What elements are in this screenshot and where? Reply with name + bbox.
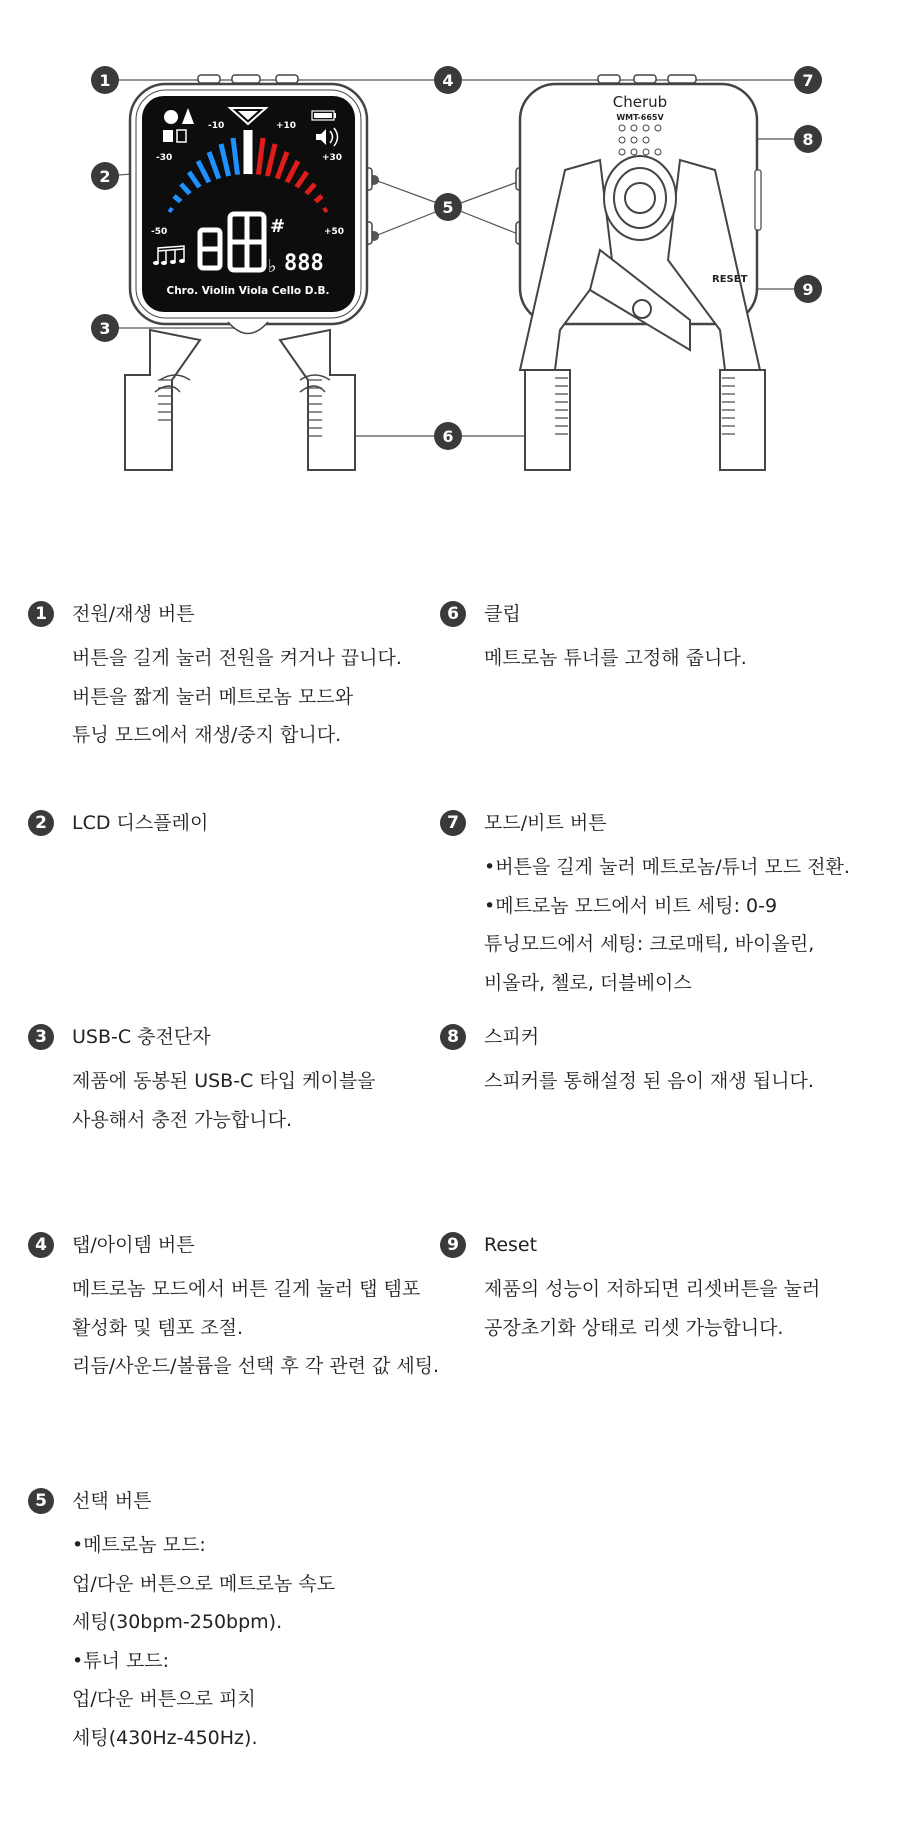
item-title: 스피커 <box>484 1026 540 1048</box>
reset-label: RESET <box>712 274 748 285</box>
item-description: 메트로놈 튜너를 고정해 줍니다. <box>484 647 747 669</box>
callout-7: 7 <box>802 71 814 90</box>
item-description: 스피커를 통해설정 된 음이 재생 됩니다. <box>484 1070 814 1092</box>
callout-6: 6 <box>442 427 454 446</box>
item-title: Reset <box>484 1234 538 1256</box>
item-number-badge: 5 <box>28 1488 54 1514</box>
item-number-badge: 1 <box>28 601 54 627</box>
product-diagram <box>0 0 900 480</box>
callout-5: 5 <box>442 198 454 217</box>
item-number-badge: 4 <box>28 1232 54 1258</box>
lcd-sharp: # <box>270 216 286 237</box>
item-number-badge: 2 <box>28 810 54 836</box>
lcd-label-plus50: +50 <box>324 227 345 237</box>
brand-logo: Cherub <box>612 93 668 111</box>
lcd-label-minus30: -30 <box>156 153 173 163</box>
item-title: 클립 <box>484 603 521 625</box>
item-title: 모드/비트 버튼 <box>484 812 607 834</box>
lcd-label-plus30: +30 <box>322 153 343 163</box>
item-description: 메트로놈 모드에서 버튼 길게 눌러 탭 템포 활성화 및 템포 조절. 리듬/사운드/볼륨을 선택 후 각 관련 값 세팅. <box>72 1278 440 1377</box>
lcd-instruments: Chro. Violin Viola Cello D.B. <box>166 285 330 297</box>
callout-3: 3 <box>99 319 111 338</box>
callout-9: 9 <box>802 280 814 299</box>
item-description: •메트로놈 모드: 업/다운 버튼으로 메트로놈 속도 세팅(30bpm-250bpm). •튜너 모드: 업/다운 버튼으로 피치 세팅(430Hz-450Hz). <box>72 1534 336 1749</box>
back-device <box>516 75 765 470</box>
item-description: 제품의 성능이 저하되면 리셋버튼을 눌러 공장초기화 상태로 리셋 가능합니다. <box>484 1278 821 1339</box>
item-number-badge: 6 <box>440 601 466 627</box>
item-title: LCD 디스플레이 <box>72 812 209 834</box>
callout-8: 8 <box>802 130 814 149</box>
lcd-small-digits: 888 <box>284 251 324 276</box>
callout-1: 1 <box>99 71 111 90</box>
item-title: 선택 버튼 <box>72 1490 152 1512</box>
item-description: 버튼을 길게 눌러 전원을 켜거나 끕니다. 버튼을 짧게 눌러 메트로놈 모드와 튜닝 모드에서 재생/중지 합니다. <box>72 647 402 746</box>
item-number-badge: 7 <box>440 810 466 836</box>
front-device <box>125 75 372 470</box>
item-number-badge: 9 <box>440 1232 466 1258</box>
lcd-flat: ♭ <box>268 256 277 277</box>
item-title: USB-C 충전단자 <box>72 1026 211 1048</box>
model-label: WMT-665V <box>616 113 664 122</box>
item-number-badge: 3 <box>28 1024 54 1050</box>
lcd-label-plus10: +10 <box>276 121 297 131</box>
item-number-badge: 8 <box>440 1024 466 1050</box>
callout-4: 4 <box>442 71 454 90</box>
lcd-label-minus50: -50 <box>151 227 168 237</box>
callout-2: 2 <box>99 167 111 186</box>
item-title: 전원/재생 버튼 <box>72 603 195 625</box>
item-description: 제품에 동봉된 USB-C 타입 케이블을 사용해서 충전 가능합니다. <box>72 1070 376 1131</box>
item-title: 탭/아이템 버튼 <box>72 1234 195 1256</box>
lcd-label-minus10: -10 <box>208 121 225 131</box>
item-description: •버튼을 길게 눌러 메트로놈/튜너 모드 전환. •메트로놈 모드에서 비트 세팅: 0-9 튜닝모드에서 세팅: 크로매틱, 바이올린, 비올라, 첼로, 더블베이스 <box>484 856 850 994</box>
